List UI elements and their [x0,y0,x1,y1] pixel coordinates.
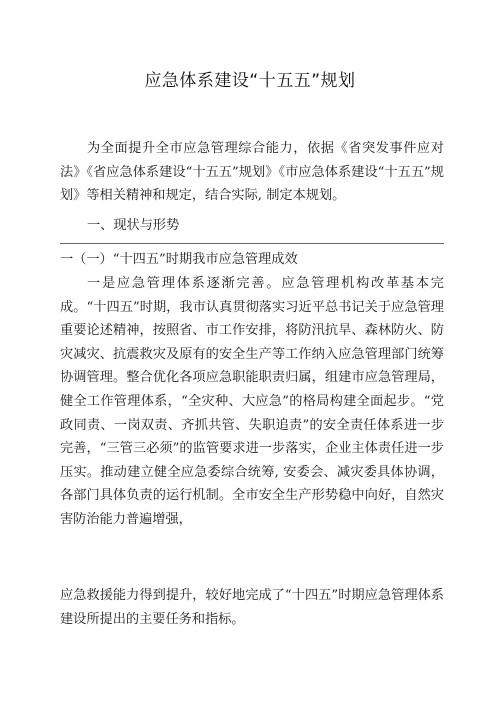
section-heading: 一、现状与形势 [87,218,180,233]
intro-paragraph: 为全面提升全市应急管理综合能力，依据《省突发事件应对法》《省应急体系建设“十五五”规划》《市应急体系建设“十五五”规划》等相关精神和规定，结合实际, 制定本规划。 [60,141,444,204]
section-divider [60,243,444,244]
tail-paragraph: 应急救援能力得到提升，较好地完成了“十四五”时期应急管理体系建设所提出的主要任务和指标。 [60,588,444,627]
document-title: 应急体系建设“十五五”规划 [144,71,356,91]
subsection-heading: 一（一）“十四五”时期我市应急管理成效 [60,252,298,267]
body-paragraph: 一是应急管理体系逐渐完善。应急管理机构改革基本完成。“十四五”时期，我市认真贯彻落实习近平总书记关于应急管理重要论述精神，按照省、市工作安排，将防汛抗旱、森林防火、防灾减灾、抗震救灾及原有的安全生产等工作纳入应急管理部门统筹协调管理。整合优化各项应急职能职责归属，组建市应急管理局，健全工作管理体系，“全灾种、大应急”的格局构建全面起步。“党政同责、一岗双责、齐抓共管、失职追责”的安全责任体系进一步完善，“三管三必须”的监管要求进一步落实，企业主体责任进一步压实。推动建立健全应急委综合统筹, 安委会、减灾委具体协调，各部门具体负责的运行机制。全市安全生产形势稳中向好，自然灾害防治能力普遍增强， [60,276,444,527]
